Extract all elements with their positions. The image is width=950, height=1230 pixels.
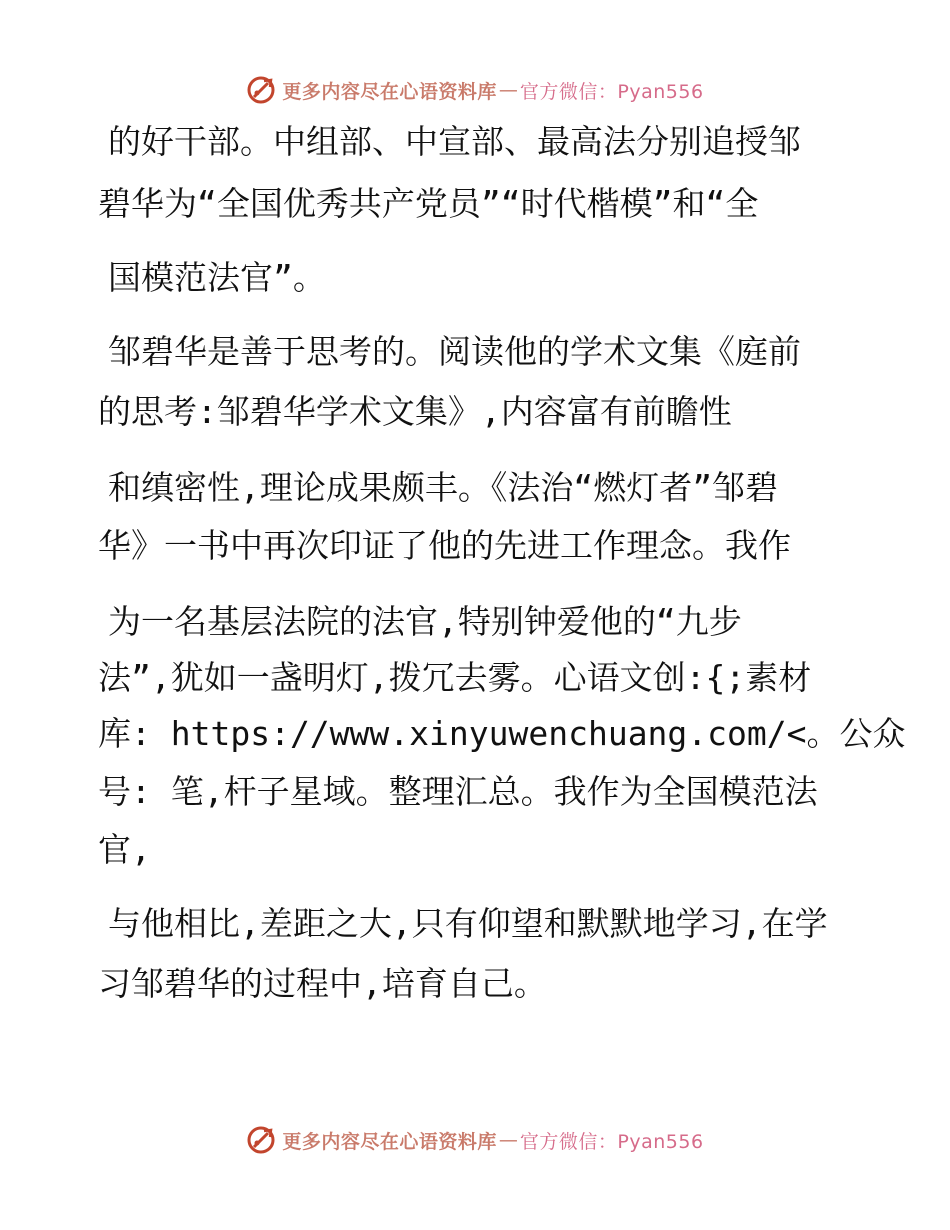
text-line: 法”,犹如一盏明灯,拨冗去雾。心语文创:{;素材 [98,658,812,697]
text-line: 的思考:邹碧华学术文集》,内容富有前瞻性 [98,392,732,431]
text-line: 习邹碧华的过程中,培育自己。 [98,964,547,1003]
text-line: 和缜密性,理论成果颇丰。《法治“燃灯者”邹碧 [108,468,779,507]
text-line: 华》一书中再次印证了他的先进工作理念。我作 [98,526,791,565]
footer-title: 更多内容尽在心语资料库 [282,1130,497,1153]
text-line: 国模范法官”。 [108,258,326,297]
text-line: 为一名基层法院的法官,特别钟爱他的“九步 [108,602,742,641]
text-line: 库: https://www.xinyuwenchuang.com/<。公众 [98,714,906,753]
logo-icon [246,75,276,105]
text-line: 碧华为“全国优秀共产党员”“时代楷模”和“全 [98,184,759,223]
header-wechat: 官方微信：Pyan556 [519,80,704,103]
text-line: 官, [98,830,151,869]
text-line: 的好干部。中组部、中宣部、最高法分别追授邹 [108,122,801,161]
header-dash: — [498,79,518,101]
header-banner [0,70,950,110]
header-title: 更多内容尽在心语资料库 [282,80,497,103]
logo-icon [246,1125,276,1155]
footer-wechat: 官方微信：Pyan556 [519,1130,704,1153]
text-line: 号: 笔,杆子星域。整理汇总。我作为全国模范法 [98,772,818,811]
footer-banner [0,1120,950,1160]
text-line: 邹碧华是善于思考的。阅读他的学术文集《庭前 [108,332,801,371]
text-line: 与他相比,差距之大,只有仰望和默默地学习,在学 [108,904,828,943]
footer-dash: — [498,1129,518,1151]
